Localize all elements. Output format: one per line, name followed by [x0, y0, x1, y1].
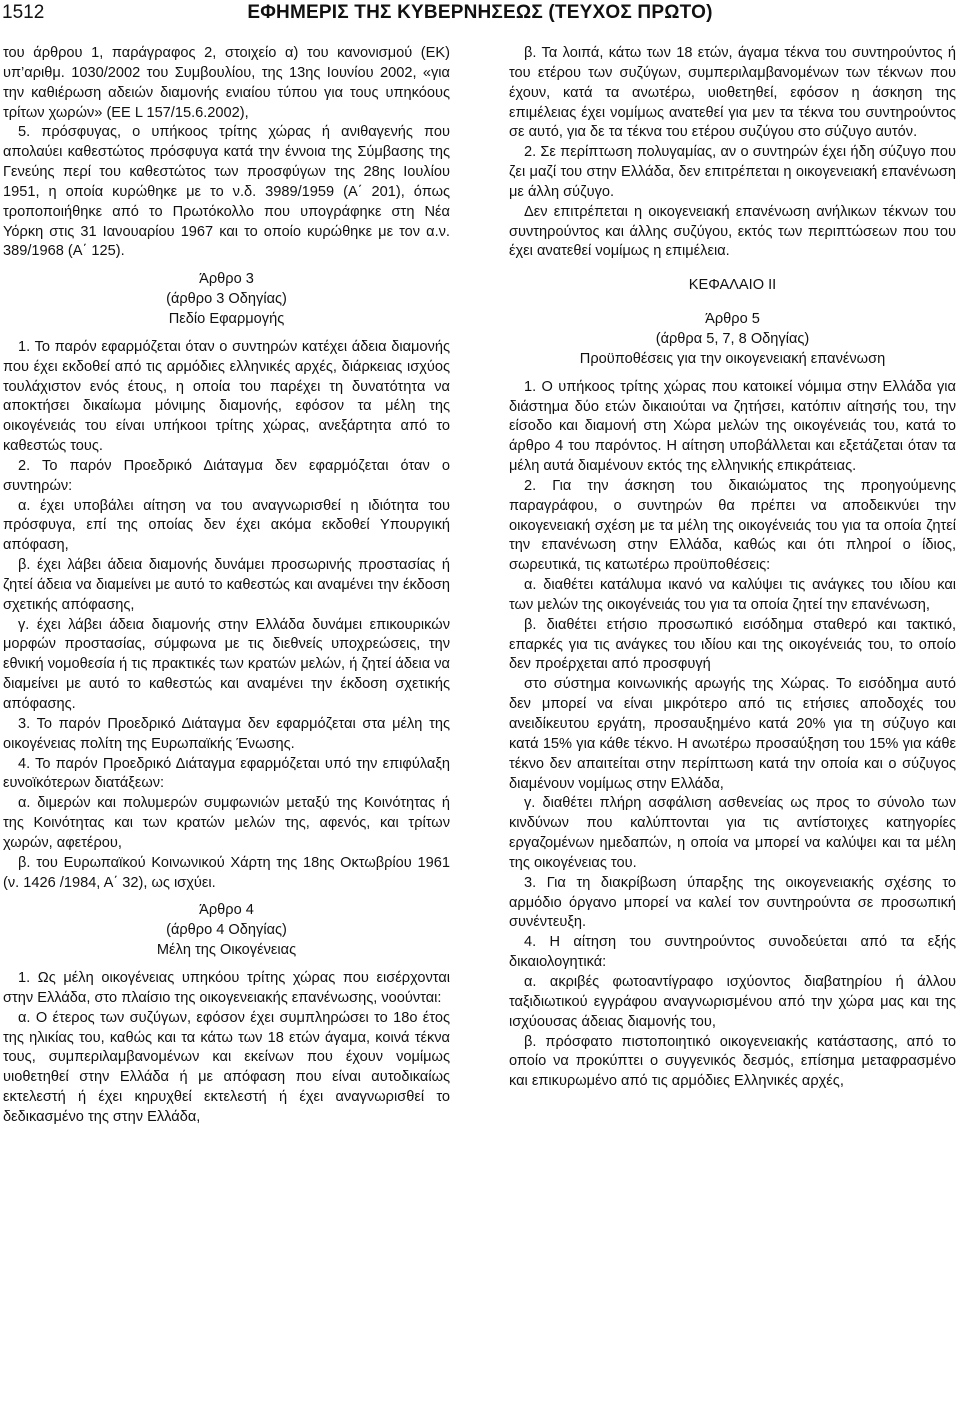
paragraph: 3. Για τη διακρίβωση ύπαρξης της οικογενειακής σχέσης το αρμόδιο όργανο μπορεί να καλεί τον συντηρούντα σε προσωπική συνέντευξη.	[509, 874, 956, 931]
paragraph: Δεν επιτρέπεται η οικογενειακή επανένωση ανήλικων τέκνων του συντηρούντος και άλλης συζύγου, εκτός των περιπτώσεων που του έχει ανατεθεί νομίμως η επιμέλεια.	[509, 203, 956, 260]
article-name: Πεδίο Εφαρμογής	[168, 310, 285, 327]
paragraph: 5. πρόσφυγας, ο υπήκοος τρίτης χώρας ή ανιθαγενής που απολαύει καθεστώτος πρόσφυγα κατά την έννοια της Σύμβασης της Γενεύης περί του καθεστώτος των προσφύγων της 28ης Ιουλίου 1951, η οποία κυρώθηκε με το ν.δ. 3989/1959 (Α΄ 201), όπως τροποποιήθηκε από το Πρωτόκολλο που υπογράφηκε στη Νέα Υόρκη στις 31 Ιανουαρίου 1967 και το οποίο κυρώθηκε με τον α.ν. 389/1968 (Α΄ 125).	[3, 124, 450, 260]
paragraph: β. έχει λάβει άδεια διαμονής δυνάμει προσωρινής προστασίας ή ζητεί άδεια να διαμείνει με αυτό το καθεστώς και αναμένει την έκδοση σχετικής απόφασης,	[3, 557, 450, 613]
paragraph: α. ακριβές φωτοαντίγραφο ισχύοντος διαβατηρίου ή άλλου ταξιδιωτικού εγγράφου αναγνωρισμένου από την χώρα μας και της ισχύουσας άδειας διαμονής του,	[509, 973, 956, 1030]
paragraph: 4. Η αίτηση του συντηρούντος συνοδεύεται από τα εξής δικαιολογητικά:	[509, 934, 956, 971]
article-subtitle: (άρθρο 4 Οδηγίας)	[166, 922, 287, 939]
article-name: Προϋποθέσεις για την οικογενειακή επανένωση	[579, 350, 886, 367]
paragraph: 2. Το παρόν Προεδρικό Διάταγμα δεν εφαρμόζεται όταν ο συντηρών:	[3, 457, 450, 494]
paragraph: 2. Για την άσκηση του δικαιώματος της προηγούμενης παραγράφου, ο συντηρών θα πρέπει να αποδεικνύει την οικογενειακή σχέση με τα μέλη της οικογένειάς του για τα οποία ζητεί την επανένωση στην Ελλάδα, καθώς και ότι πληροί ο ίδιος, σωρευτικά, τις κατωτέρω προϋποθέσεις:	[509, 477, 956, 574]
paragraph: 1. Το παρόν εφαρμόζεται όταν ο συντηρών κατέχει άδεια διαμονής που έχει εκδοθεί από τις αρμόδιες ελληνικές αρχές, διάρκειας ισχύος τουλάχιστον ενός έτους, η οποία του παρέχει τη δυνατότητα να αποκτήσει δικαίωμα μόνιμης διαμονής, εφόσον τα μέλη της οικογένειάς του είναι υπήκοοι τρίτης χώρας, ανεξάρτητα από το καθεστώς τους.	[3, 338, 450, 455]
paragraph: α. διαθέτει κατάλυμα ικανό να καλύψει τις ανάγκες του ιδίου και των μελών της οικογένειάς του για τα οποία ζητεί την επανένωση,	[509, 577, 956, 613]
right-column	[509, 44, 956, 1092]
paragraph: β. διαθέτει ετήσιο προσωπικό εισόδημα σταθερό και τακτικό, επαρκές για τις ανάγκες του ιδίου και της οικογένειάς του, το οποίο δεν προέρχεται από προσφυγή	[509, 616, 956, 673]
paragraph: 4. Το παρόν Προεδρικό Διάταγμα εφαρμόζεται υπό την επιφύλαξη ευνοϊκότερων διατάξεων:	[3, 755, 450, 792]
article-subtitle: (άρθρο 3 Οδηγίας)	[166, 291, 287, 308]
paragraph: γ. έχει λάβει άδεια διαμονής στην Ελλάδα δυνάμει επικουρικών μορφών προστασίας, σύμφωνα με τις διεθνείς υποχρεώσεις, την εθνική νομοθεσία ή τις πρακτικές των κρατών μελών, ή ζητεί άδεια να διαμείνει με αυτό το καθεστώς και αναμένει την έκδοση σχετικής απόφασης.	[3, 616, 450, 712]
paragraph: 1. Ο υπήκοος τρίτης χώρας που κατοικεί νόμιμα στην Ελλάδα για διάστημα δύο ετών δικαιούται να ζητήσει, κατόπιν αίτησής του, την είσοδο και διαμονή στη Χώρα μελών της οικογένειάς του, κατά το άρθρο 4 του παρόντος. Η αίτηση υποβάλλεται και εξετάζεται όταν τα μέλη αυτά διαμένουν εκτός της ελληνικής επικράτειας.	[509, 378, 956, 475]
paragraph: στο σύστημα κοινωνικής αρωγής της Χώρας. Το εισόδημα αυτό δεν μπορεί να είναι μικρότερο από τις ετήσιες αποδοχές του ανειδίκευτου εργάτη, προσαυξημένο κατά 20% για τη σύζυγο και κατά 15% για κάθε τέκνο. Η ανωτέρω προσαύξηση του 15% για κάθε τέκνο δεν απαιτείται στην περίπτωση κατά την οποία και ο σύζυγος διαμένουν νομίμως στην Ελλάδα,	[509, 676, 956, 792]
article-title: Άρθρο 3	[199, 271, 254, 288]
article-name: Μέλη της Οικογένειας	[156, 942, 297, 959]
paragraph: α. έχει υποβάλει αίτηση να του αναγνωρισθεί η ιδιότητα του πρόσφυγα, επί της οποίας δεν έχει ακόμα εκδοθεί Υπουργική απόφαση,	[3, 497, 450, 554]
paragraph: 1. Ως μέλη οικογένειας υπηκόου τρίτης χώρας που εισέρχονται στην Ελλάδα, στο πλαίσιο της οικογενειακής επανένωσης, νοούνται:	[3, 969, 450, 1006]
article-title: Άρθρο 4	[199, 902, 254, 919]
page-number: 1512	[2, 2, 45, 23]
paragraph: του άρθρου 1, παράγραφος 2, στοιχείο α) του κανονισμού (ΕΚ) υπ’αριθμ. 1030/2002 του Συμβουλίου, της 13ης Ιουνίου 2002, «για την καθιέρωση αδειών διαμονής ενιαίου τύπου για τους υπηκόους τρίτων χωρών» (ΕΕ L 157/15.6.2002),	[3, 45, 450, 121]
gazette-title: ΕΦΗΜΕΡΙΣ ΤΗΣ ΚΥΒΕΡΝΗΣΕΩΣ (ΤΕΥΧΟΣ ΠΡΩΤΟ)	[247, 2, 713, 23]
article-title: Άρθρο 5	[705, 311, 760, 328]
paragraph: β. Τα λοιπά, κάτω των 18 ετών, άγαμα τέκνα του συντηρούντος ή του ετέρου των συζύγων, συμπεριλαμβανομένων των τέκνων που έχουν, κατά τα ανωτέρω, υιοθετηθεί, εφόσον η άσκηση της επιμέλειας έχει νομίμως ανατεθεί για μεν τα τέκνα του συντηρούντος σε αυτό, για δε τα τέκνα του ετέρου συζύγου στο σύζυγο αυτόν.	[509, 45, 956, 141]
paragraph: β. του Ευρωπαϊκού Κοινωνικού Χάρτη της 18ης Οκτωβρίου 1961 (ν. 1426 /1984, Α΄ 32), ως ισχύει.	[3, 854, 450, 891]
paragraph: 2. Σε περίπτωση πολυγαμίας, αν ο συντηρών έχει ήδη σύζυγο που ζει μαζί του στην Ελλάδα, δεν επιτρέπεται η οικογενειακή επανένωση με άλλη σύζυγο.	[509, 144, 956, 200]
page-header	[0, 0, 960, 48]
paragraph: γ. διαθέτει πλήρη ασφάλιση ασθενείας ως προς το σύνολο των κινδύνων που καλύπτονται για τις αντίστοιχες κατηγορίες εργαζομένων ημεδαπών, η οποία να μπορεί να καλύψει και τα μέλη της οικογένειας του.	[509, 795, 956, 871]
chapter-title: ΚΕΦΑΛΑΙΟ ΙΙ	[688, 277, 777, 294]
article-subtitle: (άρθρα 5, 7, 8 Οδηγίας)	[655, 330, 810, 347]
paragraph: β. πρόσφατο πιστοποιητικό οικογενειακής κατάστασης, από το οποίο να προκύπτει ο συγγενικός δεσμός, επίσημα μεταφρασμένο και επικυρωμένο από τις αρμόδιες Ελληνικές αρχές,	[509, 1033, 956, 1090]
paragraph: α. Ο έτερος των συζύγων, εφόσον έχει συμπληρώσει το 18ο έτος της ηλικίας του, καθώς και τα κάτω των 18 ετών άγαμα, κοινά τέκνα τους, συμπεριλαμβανομένων και εκείνων που έχουν νομίμως υιοθετηθεί στην Ελλάδα ή με απόφαση που είναι αυτοδικαίως εκτελεστή ή έχει κηρυχθεί εκτελεστή ή έχει αναγνωρισθεί το δεδικασμένο της στην Ελλάδα,	[3, 1009, 450, 1125]
paragraph: 3. Το παρόν Προεδρικό Διάταγμα δεν εφαρμόζεται στα μέλη της οικογένειας πολίτη της Ευρωπαϊκής Ένωσης.	[3, 715, 450, 752]
paragraph: α. διμερών και πολυμερών συμφωνιών μεταξύ της Κοινότητας ή της Κοινότητας και των κρατών μελών της, αφενός, και τρίτων χωρών, αφετέρου,	[3, 795, 450, 851]
left-column	[3, 44, 450, 1128]
